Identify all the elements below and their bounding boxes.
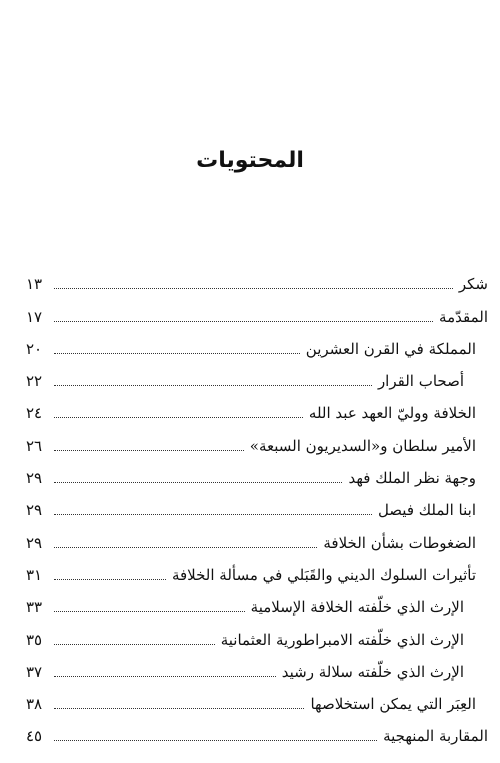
dot-leader — [54, 417, 303, 418]
toc-entry — [26, 391, 488, 423]
toc-entry-page-number: ٣٧ — [26, 662, 43, 681]
dot-leader — [54, 740, 377, 741]
toc-entry-page-number: ٣٥ — [26, 630, 43, 649]
toc-entry-title: الخلافة ووليّ العهد عبد الله — [308, 404, 476, 423]
dot-leader — [54, 644, 215, 645]
toc-entry-page-number: ٣٨ — [26, 695, 43, 714]
toc-entry-title: شكر — [458, 275, 488, 294]
toc-entry — [26, 585, 488, 617]
toc-entry-title: الإرث الذي خلّفته سلالة رشيد — [281, 662, 464, 681]
dot-leader — [54, 450, 244, 451]
toc-entry-page-number: ٢٩ — [26, 501, 43, 520]
dot-leader — [54, 611, 245, 612]
toc-entry-page-number: ٢٩ — [26, 533, 43, 552]
toc-entry — [26, 520, 488, 552]
toc-entry-title: أصحاب القرار — [377, 372, 464, 391]
toc-entry — [26, 262, 488, 294]
dot-leader — [54, 482, 342, 483]
toc-entry-page-number: ٣١ — [26, 565, 43, 584]
toc-entry — [26, 553, 488, 585]
toc-entry — [26, 488, 488, 520]
dot-leader — [54, 353, 300, 354]
toc-entry-title: العِبَر التي يمكن استخلاصها — [310, 695, 476, 714]
dot-leader — [54, 547, 317, 548]
toc-entry-title: الإرث الذي خلّفته الخلافة الإسلامية — [250, 598, 464, 617]
toc-entry-page-number: ١٧ — [26, 307, 43, 326]
dot-leader — [54, 708, 304, 709]
toc-entry-page-number: ٢٦ — [26, 436, 43, 455]
toc-entry — [26, 423, 488, 455]
toc-entry-page-number: ٢٠ — [26, 339, 43, 358]
toc-entry-page-number: ٣٣ — [26, 598, 43, 617]
toc-entry-page-number: ٢٢ — [26, 372, 43, 391]
toc-entry-title: الضغوطات بشأن الخلافة — [323, 533, 476, 552]
toc-entry — [26, 327, 488, 359]
dot-leader — [54, 514, 372, 515]
dot-leader — [54, 385, 372, 386]
toc-entry-title: وجهة نظر الملك فهد — [348, 469, 476, 488]
toc-entry-title: الإرث الذي خلّفته الامبراطورية العثمانية — [220, 630, 464, 649]
toc-entry — [26, 714, 488, 746]
page-title: المحتويات — [196, 148, 304, 173]
toc-entry — [26, 682, 488, 714]
toc-entry-page-number: ٢٩ — [26, 469, 43, 488]
toc-entry-title: الأمير سلطان و«السديريون السبعة» — [249, 436, 476, 455]
toc-entry-page-number: ٤٥ — [26, 727, 43, 746]
toc-entry-title: المقدّمة — [439, 307, 488, 326]
toc-entry-title: تأثيرات السلوك الديني والقَبَلي في مسألة الخلافة — [171, 565, 476, 584]
toc-entry-title: المملكة في القرن العشرين — [305, 339, 476, 358]
toc-entry-page-number: ٢٤ — [26, 404, 43, 423]
table-of-contents — [26, 262, 488, 746]
dot-leader — [54, 579, 166, 580]
toc-entry-page-number: ١٣ — [26, 275, 43, 294]
dot-leader — [54, 321, 433, 322]
dot-leader — [54, 288, 453, 289]
toc-entry — [26, 650, 488, 682]
toc-entry — [26, 359, 488, 391]
toc-entry-title: ابنا الملك فيصل — [377, 501, 476, 520]
toc-entry-title: المقاربة المنهجية — [383, 727, 488, 746]
toc-entry — [26, 456, 488, 488]
toc-entry — [26, 294, 488, 326]
toc-entry — [26, 617, 488, 649]
dot-leader — [54, 676, 276, 677]
